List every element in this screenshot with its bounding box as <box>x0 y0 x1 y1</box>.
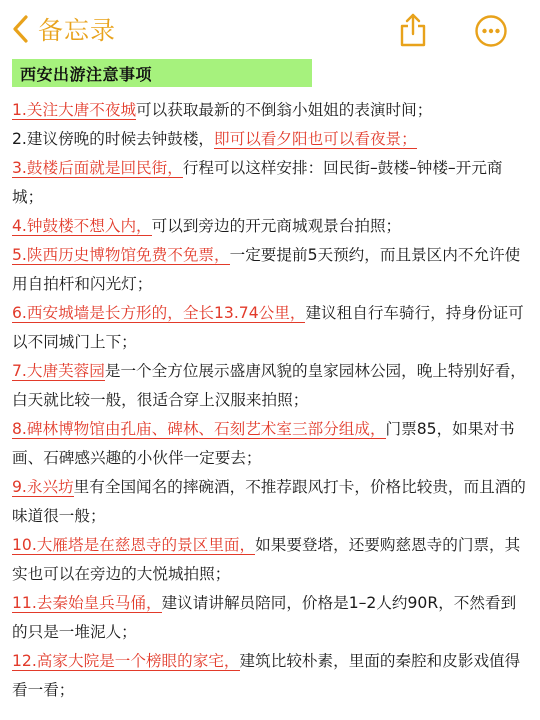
item-highlight: 3.鼓楼后面就是回民街， <box>12 159 183 177</box>
note-item <box>12 589 526 647</box>
item-highlight: 即可以看夕阳也可以看夜景； <box>214 130 417 148</box>
back-label: 备忘录 <box>38 16 117 45</box>
note-item <box>12 299 526 357</box>
item-text: 建议请讲解员陪同，价格是1–2人约90R，不然看到的只是一堆泥人； <box>12 594 517 641</box>
more-icon[interactable] <box>474 14 508 48</box>
note-item <box>12 357 526 415</box>
item-text: 建筑比较朴素，里面的秦腔和皮影戏值得看一看； <box>12 652 521 699</box>
item-text: 如果要登塔，还要购慈恩寺的门票，其实也可以在旁边的大悦城拍照； <box>12 536 521 583</box>
top-nav-bar <box>0 0 540 56</box>
item-text: 一定要提前5天预约，而且景区内不允许使用自拍杆和闪光灯； <box>12 246 521 293</box>
chevron-left-icon <box>10 14 32 44</box>
item-text: 可以获取最新的不倒翁小姐姐的表演时间； <box>136 101 433 119</box>
back-button[interactable] <box>10 12 116 46</box>
item-highlight: 7.大唐芙蓉园 <box>12 362 105 380</box>
item-text: 里有全国闻名的摔碗酒，不推荐跟风打卡，价格比较贵，而且酒的味道很一般； <box>12 478 526 525</box>
share-icon[interactable] <box>397 12 429 48</box>
item-text: 门票85，如果对书画、石碑感兴趣的小伙伴一定要去； <box>12 420 515 467</box>
note-item <box>12 415 526 473</box>
item-highlight: 9.永兴坊 <box>12 478 74 496</box>
note-item <box>12 96 526 125</box>
item-text: 是一个全方位展示盛唐风貌的皇家园林公园，晚上特别好看，白天就比较一般，很适合穿上汉服来拍照； <box>12 362 526 409</box>
item-highlight: 12.高家大院是一个榜眼的家宅， <box>12 652 240 670</box>
note-item <box>12 154 526 212</box>
item-text: 行程可以这样安排：回民街–鼓楼–钟楼–开元商城； <box>12 159 503 206</box>
note-body[interactable] <box>12 96 526 705</box>
item-highlight: 5.陕西历史博物馆免费不免票， <box>12 246 230 264</box>
note-title: 西安出游注意事项 <box>20 64 153 84</box>
note-item <box>12 212 526 241</box>
note-item <box>12 125 526 154</box>
item-highlight: 4.钟鼓楼不想入内， <box>12 217 152 235</box>
note-item <box>12 241 526 299</box>
item-highlight: 1.关注大唐不夜城 <box>12 101 137 119</box>
item-highlight: 6.西安城墙是长方形的，全长13.74公里， <box>12 304 306 322</box>
item-highlight: 8.碑林博物馆由孔庙、碑林、石刻艺术室三部分组成， <box>12 420 386 438</box>
item-text: 2.建议傍晚的时候去钟鼓楼， <box>12 130 215 148</box>
note-title-highlight <box>12 59 312 87</box>
item-highlight: 11.去秦始皇兵马俑， <box>12 594 162 612</box>
item-highlight: 10.大雁塔是在慈恩寺的景区里面， <box>12 536 256 554</box>
item-text: 建议租自行车骑行，持身份证可以不同城门上下； <box>12 304 524 351</box>
item-text: 可以到旁边的开元商城观景台拍照； <box>151 217 402 235</box>
note-item <box>12 647 526 705</box>
note-item <box>12 531 526 589</box>
note-item <box>12 473 526 531</box>
